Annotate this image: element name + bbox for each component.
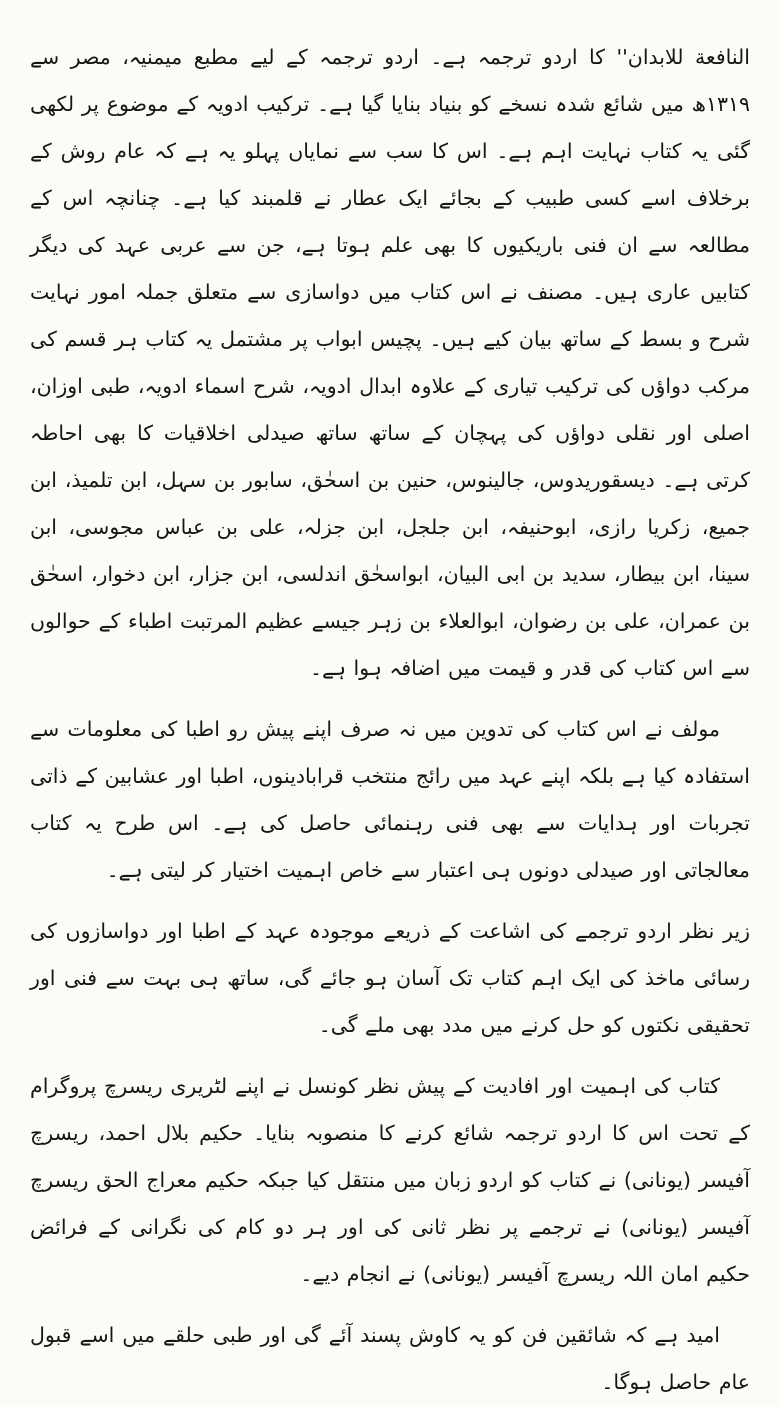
paragraph-closing-hope: امید ہے کہ شائقین فن کو یہ کاوش پسند آئے گی اور طبی حلقے میں اسے قبول عام حاصل ہوگا۔ [30,1323,750,1394]
paragraph-council-translation-credits: کتاب کی اہمیت اور افادیت کے پیش نظر کونسل نے اپنے لٹریری ریسرچ پروگرام کے تحت اس کا اردو ترجمہ شائع کرنے کا منصوبہ بنایا۔ حکیم بلال احمد، ریسرچ آفیسر (یونانی) نے کتاب کو اردو زبان میں منتقل کیا جبکہ حکیم معراج الحق ریسرچ آفیسر (یونانی) نے ترجمے پر نظر ثانی کی اور ہر دو کام کی نگرانی کے فرائض حکیم امان اللہ ریسرچ آفیسر (یونانی) نے انجام دیے۔ [30,1074,750,1286]
paragraph-author-sources: مولف نے اس کتاب کی تدوین میں نہ صرف اپنے پیش رو اطبا کی معلومات سے استفادہ کیا ہے بلکہ اپنے عہد میں رائج منتخب قرابادینوں، اطبا اور عشابین کے ذاتی تجربات اور ہدایات سے بھی فنی رہنمائی حاصل کی ہے۔ اس طرح یہ کتاب معالجاتی اور صیدلی دونوں ہی اعتبار سے خاص اہمیت اختیار کر لیتی ہے۔ [30,717,750,882]
paragraph-intro-book-description: النافعة للابدان'' کا اردو ترجمہ ہے۔ اردو ترجمہ کے لیے مطبع میمنیہ، مصر سے ۱۳۱۹ھ میں شائع شدہ نسخے کو بنیاد بنایا گیا ہے۔ ترکیب ادویہ کے موضوع پر لکھی گئی یہ کتاب نہایت اہم ہے۔ اس کا سب سے نمایاں پہلو یہ ہے کہ عام روش کے برخلاف اسے کسی طبیب کے بجائے ایک عطار نے قلمبند کیا ہے۔ چنانچہ اس کے مطالعہ سے ان فنی باریکیوں کا بھی علم ہوتا ہے، جن سے عربی عہد کی دیگر کتابیں عاری ہیں۔ مصنف نے اس کتاب میں دواسازی سے متعلق جملہ امور نہایت شرح و بسط کے ساتھ بیان کیے ہیں۔ پچیس ابواب پر مشتمل یہ کتاب ہر قسم کی مرکب دواؤں کی ترکیب تیاری کے علاوہ ابدال ادویہ، شرح اسماء ادویہ، طبی اوزان، اصلی اور نقلی دواؤں کی پہچان کے ساتھ ساتھ صیدلی اخلاقیات کا بھی احاطہ کرتی ہے۔ دیسقوریدوس، جالینوس، حنین بن اسحٰق، سابور بن سہل، ابن تلمیذ، ابن جمیع، زکریا رازی، ابوحنیفہ، ابن جلجل، ابن جزلہ، علی بن عباس مجوسی، ابن سینا، ابن بیطار، سدید بن ابی البیان، ابواسحٰق اندلسی، ابن جزار، ابن دخوار، اسحٰق بن عمران، علی بن رضوان، ابوالعلاء بن زہر جیسے عظیم المرتبت اطباء کے حوالوں سے اس کتاب کی قدر و قیمت میں اضافہ ہوا ہے۔ [30,45,750,680]
paragraph-translation-purpose: زیر نظر اردو ترجمے کی اشاعت کے ذریعے موجودہ عہد کے اطبا اور دواسازوں کی رسائی ماخذ کی ایک اہم کتاب تک آسان ہو جائے گی، ساتھ ہی بہت سے فنی اور تحقیقی نکتوں کو حل کرنے میں مدد بھی ملے گی۔ [30,919,750,1037]
urdu-text-block [30,34,750,1406]
